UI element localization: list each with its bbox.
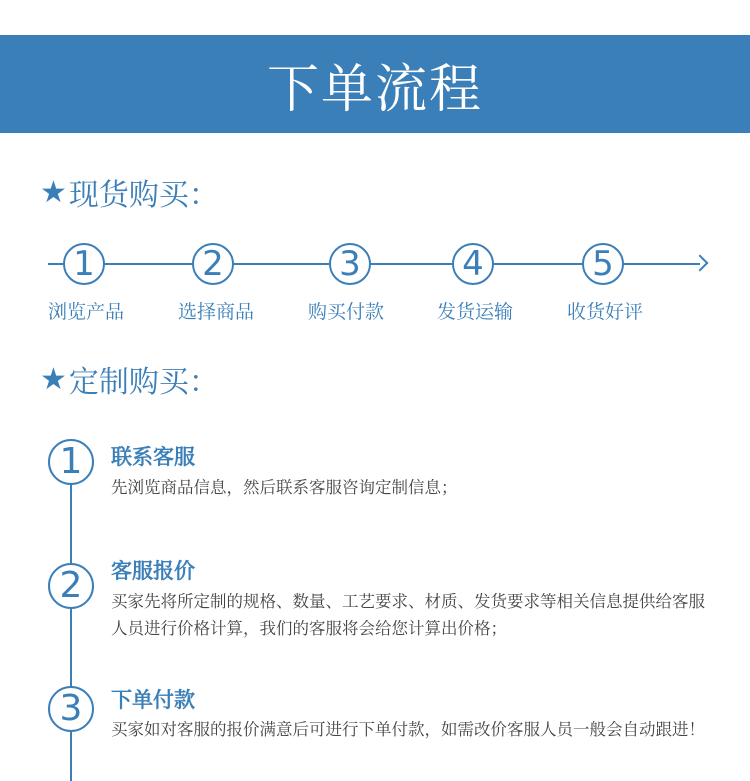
step-number-5: 5 [582,243,624,285]
star-icon: ★ [40,361,67,397]
timeline-desc-2: 买家先将所定制的规格、数量、工艺要求、材质、发货要求等相关信息提供给客服人员进行价格计算，我们的客服将会给您计算出价格； [111,592,705,638]
timeline-number-2: 2 [48,563,94,609]
timeline-title-3: 下单付款 [111,688,195,712]
star-icon: ★ [40,174,67,210]
step-number-1: 1 [63,243,105,285]
section-title-custom [40,357,219,401]
timeline-number-3: 3 [48,686,94,732]
header-banner [0,35,750,133]
timeline-title-1: 联系客服 [111,445,195,469]
step-label-1: 浏览产品 [47,301,124,323]
step-label-4: 发货运输 [436,301,513,323]
step-label-3: 购买付款 [307,301,384,323]
arrow-right-icon [692,255,709,272]
section-title-instock-label: 现货购买： [68,178,219,213]
step-number-2: 2 [192,243,234,285]
timeline-title-2: 客服报价 [111,559,195,583]
section-title-instock [40,170,219,214]
page-title: 下单流程 [266,59,483,120]
step-number-4: 4 [452,243,494,285]
step-number-3: 3 [329,243,371,285]
timeline-number-1: 1 [48,439,94,485]
step-label-2: 选择商品 [177,301,254,323]
timeline-desc-1: 先浏览商品信息，然后联系客服咨询定制信息； [111,478,458,497]
section-title-custom-label: 定制购买： [68,365,219,400]
timeline-desc-3: 买家如对客服的报价满意后可进行下单付款，如需改价客服人员一般会自动跟进！ [111,720,705,739]
step-label-5: 收货好评 [566,301,643,323]
